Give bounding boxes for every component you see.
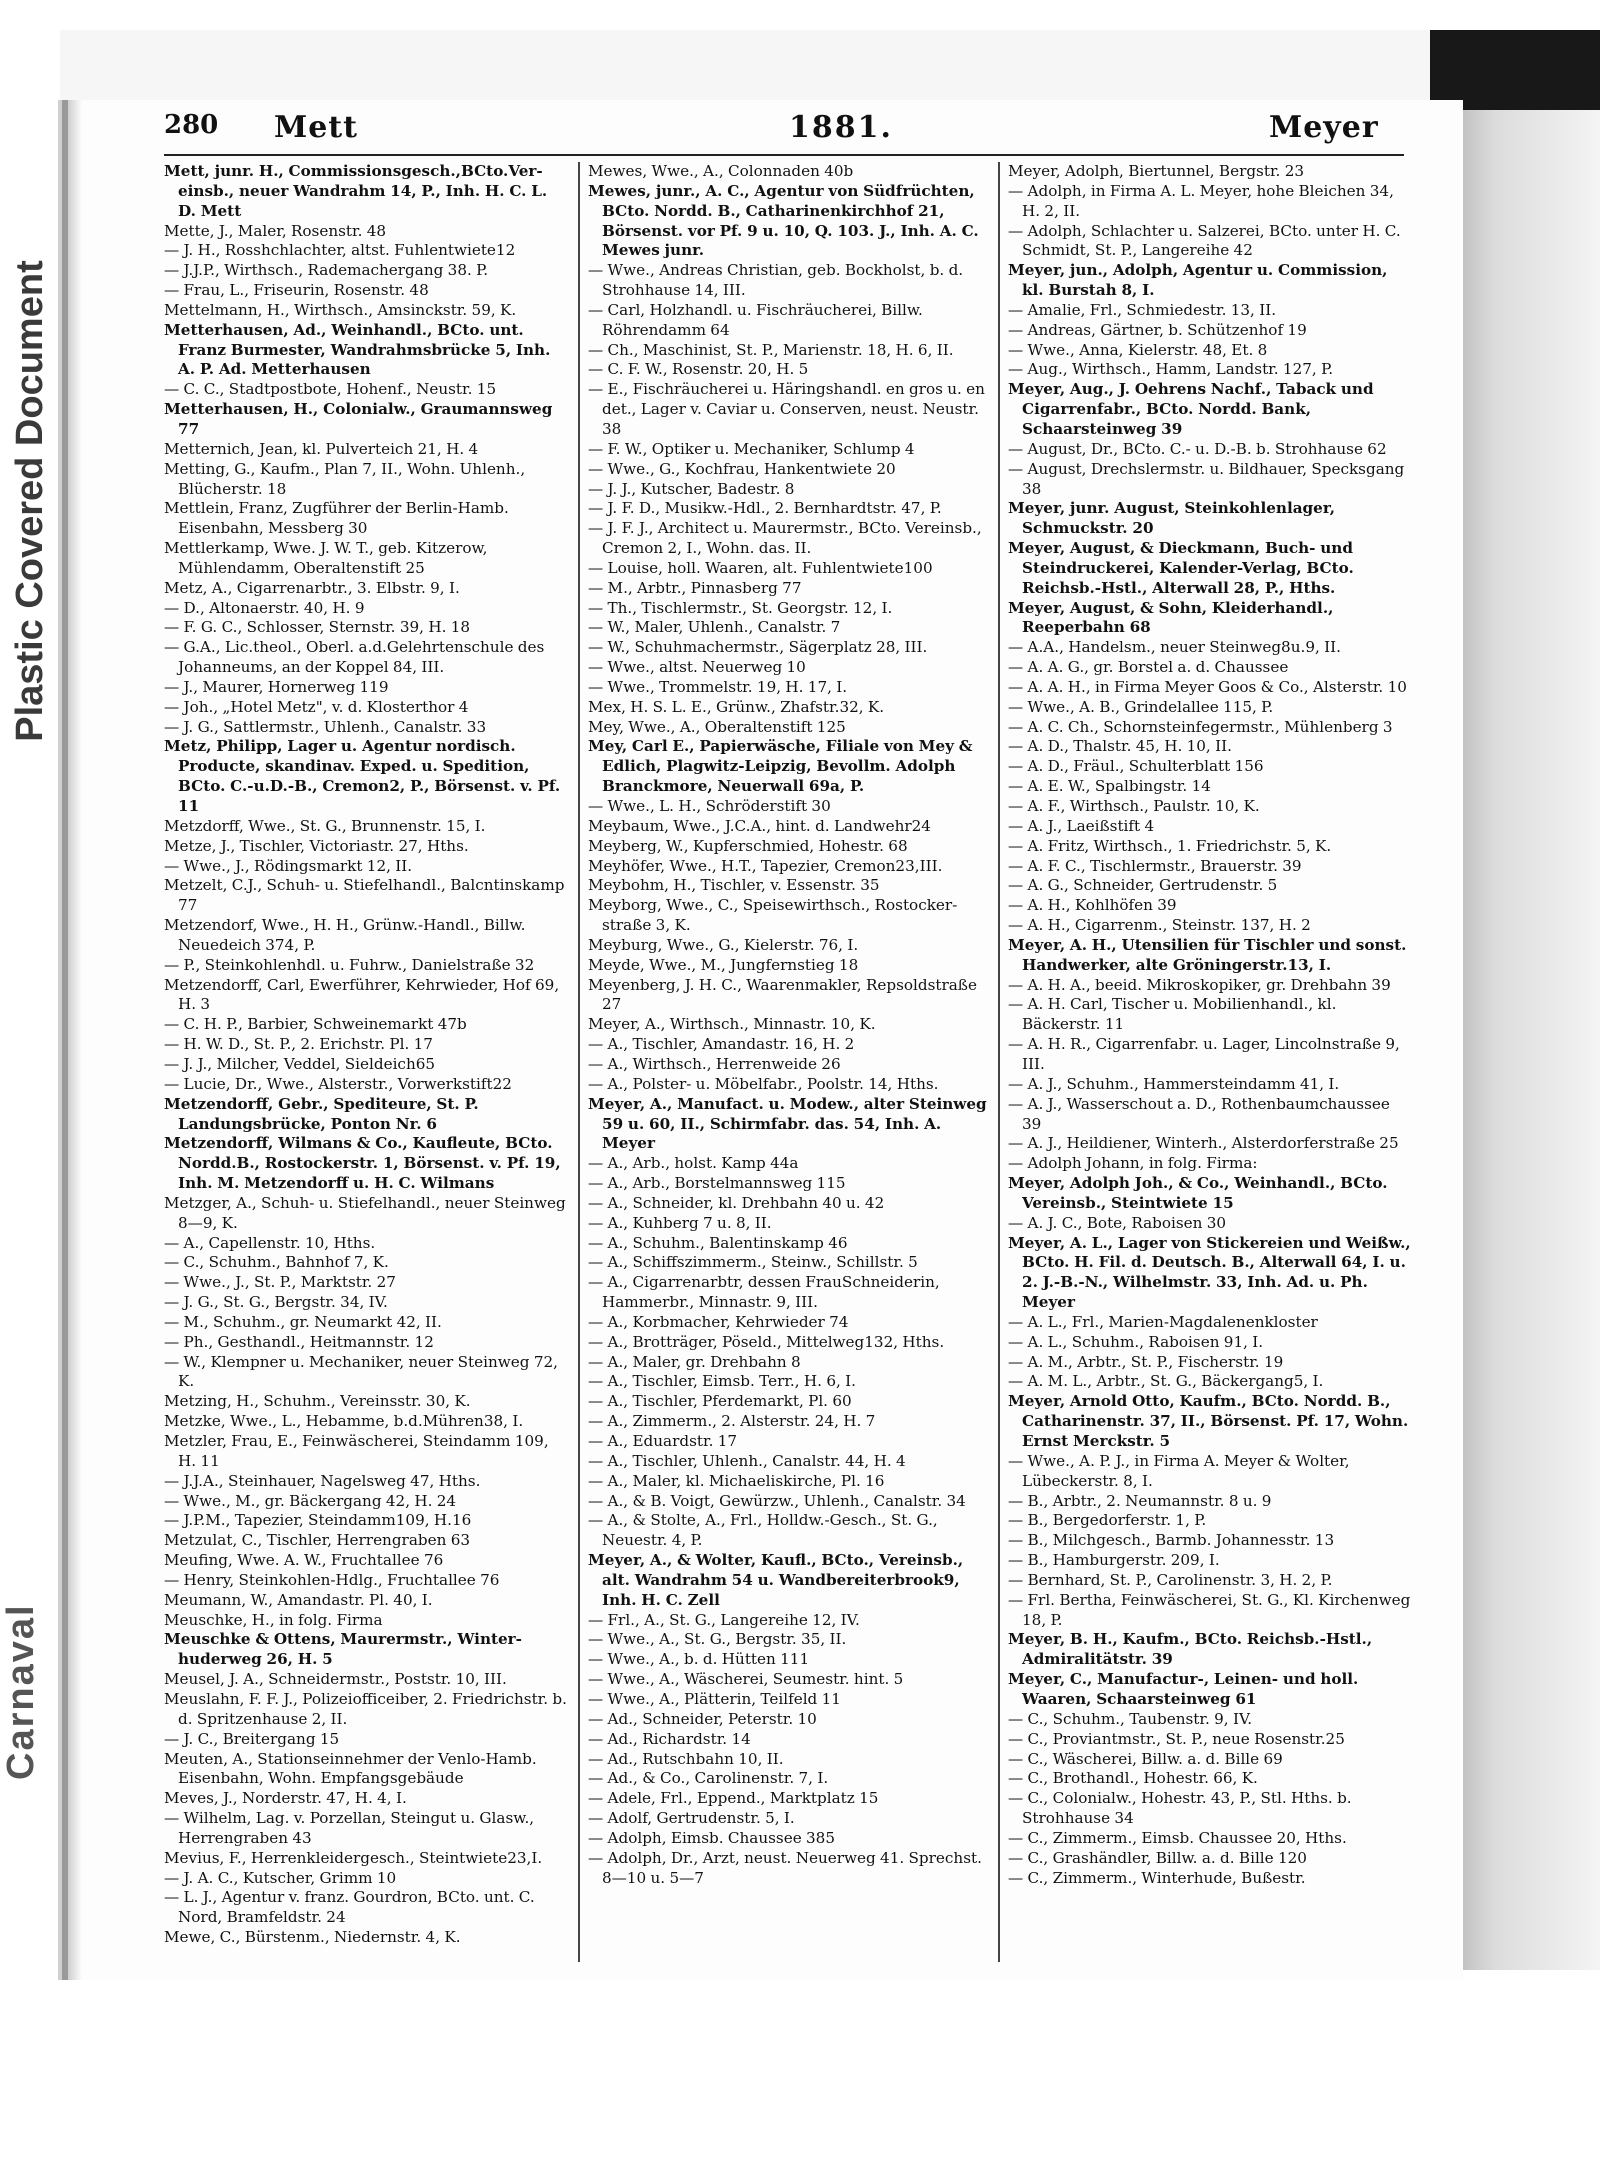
directory-entry: Mewes, Wwe., A., Colonnaden 40b xyxy=(588,162,854,180)
directory-entry: — A., Tischler, Eimsb. Terr., H. 6, I. xyxy=(588,1372,856,1391)
directory-entry: — A., Arb., Borstelmannsweg 115 xyxy=(588,1174,846,1193)
directory-entry: — J. F. D., Musikw.-Hdl., 2. Bernhardtstr. 47, P. xyxy=(588,499,942,518)
directory-entry: — A., Tischler, Uhlenh., Canalstr. 44, H. 4 xyxy=(588,1451,906,1470)
directory-entry: — F. G. C., Schlosser, Sternstr. 39, H. 18 xyxy=(164,618,471,637)
directory-entry: Meyer, A. L., Lager von Stickereien und Weißw., BCto. H. Fil. d. Deutsch. B., Alterwall 64, I. u. 2. J.-B.-N., Wilhelmstr. 33, Inh. Ad. u. Ph. Meyer xyxy=(1008,1233,1411,1312)
directory-entry: — J. A. C., Kutscher, Grimm 10 xyxy=(164,1868,397,1887)
directory-entry: — A. D., Fräul., Schulterblatt 156 xyxy=(1008,757,1264,776)
directory-entry: — C., Grashändler, Billw. a. d. Bille 120 xyxy=(1008,1848,1307,1867)
directory-entry: — Frl. Bertha, Feinwäscherei, St. G., Kl. Kirchenweg 18, P. xyxy=(1008,1590,1411,1629)
directory-entry: — A. J., Schuhm., Hammersteindamm 41, I. xyxy=(1008,1074,1340,1093)
directory-entry: — Wwe., A. B., Grindelallee 115, P. xyxy=(1008,697,1274,716)
directory-entry: Meyer, August, & Dieckmann, Buch- und Steindruckerei, Kalender-Verlag, BCto. Reichsb.-Hstl., Alterwall 28, P., Hths. xyxy=(1008,539,1354,597)
directory-entry: — A., Tischler, Amandastr. 16, H. 2 xyxy=(588,1035,855,1054)
directory-entry: — Wwe., A., Wäscherei, Seumestr. hint. 5 xyxy=(588,1670,904,1689)
directory-entry: — E., Fischräucherei u. Häringshandl. en gros u. en det., Lager v. Caviar u. Conserven, neust. Neustr. 38 xyxy=(588,380,985,438)
directory-entry: Meybaum, Wwe., J.C.A., hint. d. Landwehr24 xyxy=(588,816,931,835)
directory-entry: Meuschke & Ottens, Maurermstr., Winterhuderweg 26, H. 5 xyxy=(164,1630,522,1669)
directory-entry: — B., Milchgesch., Barmb. Johannesstr. 13 xyxy=(1008,1531,1335,1550)
directory-entry: Mevius, F., Herrenkleidergesch., Steintwiete23,I. xyxy=(164,1848,543,1867)
directory-entry: — A. Fritz, Wirthsch., 1. Friedrichstr. 5, K. xyxy=(1008,836,1332,855)
directory-entry: Meyer, Adolph Joh., & Co., Weinhandl., BCto. Vereinsb., Steintwiete 15 xyxy=(1008,1174,1388,1212)
directory-entry: — Wwe., M., gr. Bäckergang 42, H. 24 xyxy=(164,1491,457,1510)
directory-entry: — A. M. L., Arbtr., St. G., Bäckergang5, I. xyxy=(1008,1372,1324,1391)
directory-entry: — A. D., Thalstr. 45, H. 10, II. xyxy=(1008,737,1232,756)
directory-entry: — A. C. Ch., Schornsteinfegermstr., Mühlenberg 3 xyxy=(1008,717,1393,736)
directory-entry: Metzing, H., Schuhm., Vereinsstr. 30, K. xyxy=(164,1392,471,1411)
column-2 xyxy=(588,162,993,1888)
directory-entry: Meyburg, Wwe., G., Kielerstr. 76, I. xyxy=(588,935,859,954)
directory-entry: — A. G., Schneider, Gertrudenstr. 5 xyxy=(1008,876,1278,895)
column-divider xyxy=(998,162,1000,1962)
directory-entry: — P., Steinkohlenhdl. u. Fuhrw., Danielstraße 32 xyxy=(164,955,535,974)
directory-entry: Meyer, A. H., Utensilien für Tischler und sonst. Handwerker, alte Gröningerstr.13, I. xyxy=(1008,935,1407,974)
directory-entry: — Henry, Steinkohlen-Hdlg., Fruchtallee 76 xyxy=(164,1570,500,1589)
directory-entry: — A. J., Wasserschout a. D., Rothenbaumchaussee 39 xyxy=(1008,1094,1390,1133)
directory-entry: — A. F., Wirthsch., Paulstr. 10, K. xyxy=(1008,797,1260,815)
directory-entry: Metternich, Jean, kl. Pulverteich 21, H. 4 xyxy=(164,439,479,458)
directory-entry: — Adolph, Eimsb. Chaussee 385 xyxy=(588,1828,835,1847)
directory-entry: Meves, J., Norderstr. 47, H. 4, I. xyxy=(164,1789,407,1808)
directory-entry: — A. E. W., Spalbingstr. 14 xyxy=(1008,777,1211,796)
directory-entry: — Wwe., G., Kochfrau, Hankentwiete 20 xyxy=(588,459,896,478)
directory-entry: — W., Schuhmachermstr., Sägerplatz 28, III. xyxy=(588,638,928,657)
directory-entry: — C. H. P., Barbier, Schweinemarkt 47b xyxy=(164,1015,467,1034)
directory-entry: Meyer, August, & Sohn, Kleiderhandl., Reeperbahn 68 xyxy=(1008,598,1334,637)
directory-entry: Meumann, W., Amandastr. Pl. 40, I. xyxy=(164,1590,433,1609)
directory-entry: — Lucie, Dr., Wwe., Alsterstr., Vorwerkstift22 xyxy=(164,1074,512,1093)
directory-entry: — C., Brothandl., Hohestr. 66, K. xyxy=(1008,1769,1258,1788)
directory-entry: Meufing, Wwe. A. W., Fruchtallee 76 xyxy=(164,1551,444,1570)
directory-entry: Meyer, Arnold Otto, Kaufm., BCto. Nordd. B., Catharinenstr. 37, II., Börsenst. Pf. 17, Wohn. Ernst Merckstr. 5 xyxy=(1008,1392,1409,1450)
directory-entry: — Amalie, Frl., Schmiedestr. 13, II. xyxy=(1008,300,1277,319)
directory-entry: Metting, G., Kaufm., Plan 7, II., Wohn. Uhlenh., Blücherstr. 18 xyxy=(164,459,526,498)
directory-entry: — Bernhard, St. P., Carolinenstr. 3, H. 2, P. xyxy=(1008,1570,1333,1589)
directory-entry: Metzler, Frau, E., Feinwäscherei, Steindamm 109, H. 11 xyxy=(164,1432,549,1470)
directory-entry: Meyer, B. H., Kaufm., BCto. Reichsb.-Hstl., Admiralitätstr. 39 xyxy=(1008,1630,1373,1669)
directory-entry: — Ad., Rutschbahn 10, II. xyxy=(588,1749,784,1768)
directory-entry: Mey, Carl E., Papierwäsche, Filiale von Mey & Edlich, Plagwitz-Leipzig, Bevollm. Adolph Branckmore, Neuerwall 69a, P. xyxy=(588,737,973,796)
directory-entry: Metzdorff, Wwe., St. G., Brunnenstr. 15, I. xyxy=(164,816,486,835)
directory-entry: Meyberg, W., Kupferschmied, Hohestr. 68 xyxy=(588,836,908,855)
directory-entry: — Ch., Maschinist, St. P., Marienstr. 18, H. 6, II. xyxy=(588,340,954,359)
directory-entry: — A. F. C., Tischlermstr., Brauerstr. 39 xyxy=(1008,856,1302,875)
header-year: 1881. xyxy=(789,110,893,145)
directory-entry: — A. H., Kohlhöfen 39 xyxy=(1008,896,1177,915)
column-1 xyxy=(164,162,569,1948)
directory-entry: — A., Tischler, Pferdemarkt, Pl. 60 xyxy=(588,1392,852,1411)
directory-entry: Mex, H. S. L. E., Grünw., Zhafstr.32, K. xyxy=(588,697,885,716)
directory-entry: Mettelmann, H., Wirthsch., Amsinckstr. 59, K. xyxy=(164,300,517,319)
directory-entry: — A. A. G., gr. Borstel a. d. Chaussee xyxy=(1008,658,1289,677)
column-3 xyxy=(1008,162,1413,1888)
directory-entry: Meyer, Adolph, Biertunnel, Bergstr. 23 xyxy=(1008,162,1305,180)
directory-entry: Meyer, A., & Wolter, Kaufl., BCto., Vereinsb., alt. Wandrahm 54 u. Wandbereiterbrook9, Inh. H. C. Zell xyxy=(588,1551,964,1609)
directory-entry: — J.J.P., Wirthsch., Rademachergang 38. P. xyxy=(164,261,489,280)
directory-entry: — Wwe., A., Plätterin, Teilfeld 11 xyxy=(588,1689,841,1708)
directory-entry: Meyer, jun., Adolph, Agentur u. Commission, kl. Burstah 8, I. xyxy=(1008,261,1388,300)
directory-entry: — D., Altonaerstr. 40, H. 9 xyxy=(164,598,365,617)
header-right-keyword: Meyer xyxy=(1269,110,1379,145)
directory-entry: Meyer, A., Wirthsch., Minnastr. 10, K. xyxy=(588,1015,876,1034)
directory-entry: Mewes, junr., A. C., Agentur von Südfrüchten, BCto. Nordd. B., Catharinenkirchhof 21, Börsenst. vor Pf. 9 u. 10, Q. 103. J., Inh. A. C. Mewes junr. xyxy=(588,181,979,260)
directory-entry: — A., Zimmerm., 2. Alsterstr. 24, H. 7 xyxy=(588,1412,876,1431)
directory-entry: — Carl, Holzhandl. u. Fischräucherei, Billw. Röhrendamm 64 xyxy=(588,300,923,339)
directory-entry: — A. H., Cigarrenm., Steinstr. 137, H. 2 xyxy=(1008,916,1311,935)
directory-entry: Mettlerkamp, Wwe. J. W. T., geb. Kitzerow, Mühlendamm, Oberaltenstift 25 xyxy=(164,539,488,577)
directory-entry: — Louise, holl. Waaren, alt. Fuhlentwiete100 xyxy=(588,558,933,577)
directory-entry: Mettlein, Franz, Zugführer der Berlin-Hamb. Eisenbahn, Messberg 30 xyxy=(164,499,509,538)
directory-entry: — August, Dr., BCto. C.- u. D.-B. b. Strohhause 62 xyxy=(1008,439,1387,458)
directory-entry: — Ad., Richardstr. 14 xyxy=(588,1729,751,1748)
directory-entry: Mey, Wwe., A., Oberaltenstift 125 xyxy=(588,717,846,736)
directory-entry: Metzger, A., Schuh- u. Stiefelhandl., neuer Steinweg 8—9, K. xyxy=(164,1193,566,1232)
directory-entry: — Adolph, in Firma A. L. Meyer, hohe Bleichen 34, H. 2, II. xyxy=(1008,181,1394,220)
directory-entry: — C. F. W., Rosenstr. 20, H. 5 xyxy=(588,360,809,379)
directory-entry: — J.J.A., Steinhauer, Nagelsweg 47, Hths. xyxy=(164,1471,481,1490)
directory-entry: — J. G., St. G., Bergstr. 34, IV. xyxy=(164,1293,388,1312)
directory-entry: — Wwe., A., b. d. Hütten 111 xyxy=(588,1650,810,1669)
directory-entry: — A. J., Heildiener, Winterh., Alsterdorferstraße 25 xyxy=(1008,1134,1399,1153)
directory-entry: — C., Schuhm., Bahnhof 7, K. xyxy=(164,1253,389,1272)
directory-entry: — A., Schiffszimmerm., Steinw., Schillstr. 5 xyxy=(588,1253,918,1272)
directory-entry: Meuschke, H., in folg. Firma xyxy=(164,1610,383,1629)
directory-entry: Mett, junr. H., Commissionsgesch.,BCto.Vereinsb., neuer Wandrahm 14, P., Inh. H. C. L. D. Mett xyxy=(164,162,548,220)
directory-entry: — C., Zimmerm., Winterhude, Bußestr. xyxy=(1008,1868,1306,1887)
directory-entry: — C., Wäscherei, Billw. a. d. Bille 69 xyxy=(1008,1749,1283,1768)
directory-entry: — A., & B. Voigt, Gewürzw., Uhlenh., Canalstr. 34 xyxy=(588,1491,966,1510)
directory-entry: Meyer, A., Manufact. u. Modew., alter Steinweg 59 u. 60, II., Schirmfabr. das. 54, Inh. A. Meyer xyxy=(588,1094,987,1153)
directory-entry: — A., & Stolte, A., Frl., Holldw.-Gesch., St. G., Neuestr. 4, P. xyxy=(588,1511,938,1550)
directory-entry: — A. A. H., in Firma Meyer Goos & Co., Alsterstr. 10 xyxy=(1008,677,1407,696)
directory-entry: — W., Maler, Uhlenh., Canalstr. 7 xyxy=(588,618,841,637)
directory-entry: — A., Kuhberg 7 u. 8, II. xyxy=(588,1213,772,1232)
directory-entry: — A. J., Laeißstift 4 xyxy=(1008,816,1155,835)
directory-entry: — Ad., Schneider, Peterstr. 10 xyxy=(588,1709,817,1728)
page-binding-shade xyxy=(68,100,82,1980)
directory-entry: Metz, Philipp, Lager u. Agentur nordisch. Producte, skandinav. Exped. u. Spedition, BCto. C.-u.D.-B., Cremon2, P., Börsenst. v. Pf. 11 xyxy=(164,737,561,815)
directory-entry: Metz, A., Cigarrenarbtr., 3. Elbstr. 9, I. xyxy=(164,578,460,597)
directory-entry: Meuslahn, F. F. J., Polizeiofficeiber, 2. Friedrichstr. b. d. Spritzenhause 2, II. xyxy=(164,1689,567,1728)
directory-entry: — B., Hamburgerstr. 209, I. xyxy=(1008,1551,1220,1570)
directory-entry: Meyenberg, J. H. C., Waarenmakler, Repsoldstraße 27 xyxy=(588,975,977,1014)
directory-entry: Metzelt, C.J., Schuh- u. Stiefelhandl., Balcntinskamp 77 xyxy=(164,876,565,915)
directory-entry: — Wwe., altst. Neuerweg 10 xyxy=(588,658,806,677)
directory-entry: — Ph., Gesthandl., Heitmannstr. 12 xyxy=(164,1332,434,1351)
directory-entry: Meyer, junr. August, Steinkohlenlager, Schmuckstr. 20 xyxy=(1008,499,1336,538)
scan-right-margin xyxy=(1450,110,1600,1970)
directory-entry: — Adolph Johann, in folg. Firma: xyxy=(1008,1154,1258,1173)
directory-entry: — Wwe., Anna, Kielerstr. 48, Et. 8 xyxy=(1008,340,1268,359)
directory-entry: Meusel, J. A., Schneidermstr., Poststr. 10, III. xyxy=(164,1670,507,1689)
directory-entry: — Wilhelm, Lag. v. Porzellan, Steingut u. Glasw., Herrengraben 43 xyxy=(164,1809,535,1847)
directory-entry: — Adolph, Schlachter u. Salzerei, BCto. unter H. C. Schmidt, St. P., Langereihe 42 xyxy=(1008,221,1401,260)
side-label-secondary: Carnaval xyxy=(0,1603,42,1780)
directory-entry: — Wwe., A., St. G., Bergstr. 35, II. xyxy=(588,1630,847,1649)
directory-entry: — Wwe., Andreas Christian, geb. Bockholst, b. d. Strohhause 14, III. xyxy=(588,261,964,300)
directory-entry: — Aug., Wirthsch., Hamm, Landstr. 127, P. xyxy=(1008,360,1334,379)
directory-entry: — Wwe., J., St. P., Marktstr. 27 xyxy=(164,1273,396,1292)
directory-entry: — J. C., Breitergang 15 xyxy=(164,1729,340,1748)
directory-entry: Meyer, C., Manufactur-, Leinen- und holl. Waaren, Schaarsteinweg 61 xyxy=(1008,1670,1359,1708)
directory-entry: — A. L., Frl., Marien-Magdalenenkloster xyxy=(1008,1312,1318,1331)
directory-entry: Metzendorff, Wilmans & Co., Kaufleute, BCto. Nordd.B., Rostockerstr. 1, Börsenst. v. Pf. 19, Inh. M. Metzendorff u. H. C. Wilmans xyxy=(164,1134,561,1193)
page-number: 280 xyxy=(164,110,219,140)
directory-entry: — A. M., Arbtr., St. P., Fischerstr. 19 xyxy=(1008,1352,1284,1371)
directory-entry: — W., Klempner u. Mechaniker, neuer Steinweg 72, K. xyxy=(164,1352,558,1391)
directory-entry: — A., Polster- u. Möbelfabr., Poolstr. 14, Hths. xyxy=(588,1074,939,1093)
side-label: Plastic Covered Document xyxy=(9,260,51,742)
directory-entry: — A., Schuhm., Balentinskamp 46 xyxy=(588,1233,848,1252)
directory-entry: — Andreas, Gärtner, b. Schützenhof 19 xyxy=(1008,320,1307,339)
directory-entry: — B., Bergedorferstr. 1, P. xyxy=(1008,1511,1207,1530)
directory-entry: — A. H. A., beeid. Mikroskopiker, gr. Drehbahn 39 xyxy=(1008,975,1391,994)
directory-entry: — C., Colonialw., Hohestr. 43, P., Stl. Hths. b. Strohhause 34 xyxy=(1008,1789,1352,1828)
directory-entry: Metzendorf, Wwe., H. H., Grünw.-Handl., Billw. Neuedeich 374, P. xyxy=(164,916,526,954)
directory-entry: — Wwe., A. P. J., in Firma A. Meyer & Wolter, Lübeckerstr. 8, I. xyxy=(1008,1451,1350,1490)
directory-entry: — A.A., Handelsm., neuer Steinweg8u.9, II. xyxy=(1008,638,1341,657)
directory-entry: — A., Capellenstr. 10, Hths. xyxy=(164,1233,376,1252)
directory-entry: — C. C., Stadtpostbote, Hohenf., Neustr. 15 xyxy=(164,380,497,399)
directory-entry: — J. J., Kutscher, Badestr. 8 xyxy=(588,479,795,498)
directory-entry: — A., Eduardstr. 17 xyxy=(588,1432,738,1450)
directory-entry: Meyer, Aug., J. Oehrens Nachf., Taback und Cigarrenfabr., BCto. Nordd. Bank, Schaarsteinweg 39 xyxy=(1008,380,1374,438)
directory-entry: — A. H. R., Cigarrenfabr. u. Lager, Lincolnstraße 9, III. xyxy=(1008,1035,1400,1073)
directory-entry: Meyhöfer, Wwe., H.T., Tapezier, Cremon23,III. xyxy=(588,856,943,875)
directory-entry: Meybohm, H., Tischler, v. Essenstr. 35 xyxy=(588,876,880,895)
directory-page xyxy=(62,100,1463,1980)
header-rule xyxy=(164,154,1404,156)
directory-entry: — A., Maler, kl. Michaeliskirche, Pl. 16 xyxy=(588,1471,885,1490)
directory-entry: — A., Cigarrenarbtr, dessen FrauSchneiderin, Hammerbr., Minnastr. 9, III. xyxy=(588,1273,940,1312)
directory-entry: — J., Maurer, Hornerweg 119 xyxy=(164,677,389,696)
directory-entry: — C., Zimmerm., Eimsb. Chaussee 20, Hths. xyxy=(1008,1828,1347,1847)
directory-entry: — August, Drechslermstr. u. Bildhauer, Specksgang 38 xyxy=(1008,459,1405,498)
directory-entry: — J. J., Milcher, Veddel, Sieldeich65 xyxy=(164,1054,436,1073)
directory-entry: Meuten, A., Stationseinnehmer der Venlo-Hamb. Eisenbahn, Wohn. Empfangsgebäude xyxy=(164,1749,537,1788)
directory-entry: Metzendorff, Gebr., Spediteure, St. P. Landungsbrücke, Ponton Nr. 6 xyxy=(164,1094,479,1133)
directory-entry: — B., Arbtr., 2. Neumannstr. 8 u. 9 xyxy=(1008,1491,1272,1510)
column-divider xyxy=(578,162,580,1962)
directory-entry: Metterhausen, H., Colonialw., Graumannsweg 77 xyxy=(164,400,553,438)
directory-entry: — A. L., Schuhm., Raboisen 91, I. xyxy=(1008,1332,1264,1351)
directory-entry: — J.P.M., Tapezier, Steindamm109, H.16 xyxy=(164,1511,472,1530)
directory-entry: — L. J., Agentur v. franz. Gourdron, BCto. unt. C. Nord, Bramfeldstr. 24 xyxy=(164,1888,535,1927)
directory-entry: Metzke, Wwe., L., Hebamme, b.d.Mühren38, I. xyxy=(164,1412,524,1431)
directory-entry: Meyborg, Wwe., C., Speisewirthsch., Rostockerstraße 3, K. xyxy=(588,896,958,935)
directory-entry: — J. G., Sattlermstr., Uhlenh., Canalstr. 33 xyxy=(164,717,487,736)
directory-entry: — A., Schneider, kl. Drehbahn 40 u. 42 xyxy=(588,1193,885,1212)
directory-entry: — C., Schuhm., Taubenstr. 9, IV. xyxy=(1008,1709,1253,1728)
directory-entry: — A., Maler, gr. Drehbahn 8 xyxy=(588,1352,801,1371)
directory-entry: — Frau, L., Friseurin, Rosenstr. 48 xyxy=(164,281,429,300)
directory-entry: — M., Arbtr., Pinnasberg 77 xyxy=(588,578,802,597)
directory-entry: — A., Arb., holst. Kamp 44a xyxy=(588,1154,799,1173)
page-header xyxy=(164,110,1404,156)
directory-entry: — M., Schuhm., gr. Neumarkt 42, II. xyxy=(164,1312,442,1331)
directory-entry: Metzulat, C., Tischler, Herrengraben 63 xyxy=(164,1531,471,1550)
directory-entry: Metterhausen, Ad., Weinhandl., BCto. unt. Franz Burmester, Wandrahmsbrücke 5, Inh. A. P. Ad. Metterhausen xyxy=(164,320,551,379)
directory-entry: — H. W. D., St. P., 2. Erichstr. Pl. 17 xyxy=(164,1035,433,1054)
directory-entry: — G.A., Lic.theol., Oberl. a.d.Gelehrtenschule des Johanneums, an der Koppel 84, III. xyxy=(164,638,545,677)
directory-entry: — Adolph, Dr., Arzt, neust. Neuerweg 41. Sprechst. 8—10 u. 5—7 xyxy=(588,1848,982,1887)
directory-entry: — A., Korbmacher, Kehrwieder 74 xyxy=(588,1312,849,1331)
directory-entry: Mewe, C., Bürstenm., Niedernstr. 4, K. xyxy=(164,1928,461,1947)
directory-entry: — Adele, Frl., Eppend., Marktplatz 15 xyxy=(588,1789,879,1808)
directory-entry: — A. J. C., Bote, Raboisen 30 xyxy=(1008,1213,1227,1232)
directory-entry: — J. H., Rosshchlachter, altst. Fuhlentwiete12 xyxy=(164,241,516,260)
directory-entry: — Ad., & Co., Carolinenstr. 7, I. xyxy=(588,1769,829,1788)
directory-entry: Mette, J., Maler, Rosenstr. 48 xyxy=(164,221,387,240)
directory-entry: Metzendorff, Carl, Ewerführer, Kehrwieder, Hof 69, H. 3 xyxy=(164,975,560,1014)
directory-entry: — Wwe., L. H., Schröderstift 30 xyxy=(588,797,831,815)
header-left-keyword: Mett xyxy=(274,110,359,145)
directory-entry: — A., Brotträger, Pöseld., Mittelweg132, Hths. xyxy=(588,1332,945,1351)
directory-entry: — Th., Tischlermstr., St. Georgstr. 12, I. xyxy=(588,598,893,617)
directory-entry: — Joh., „Hotel Metz", v. d. Klosterthor 4 xyxy=(164,697,469,716)
directory-entry: — C., Proviantmstr., St. P., neue Rosenstr.25 xyxy=(1008,1729,1345,1748)
directory-entry: — A. H. Carl, Tischer u. Mobilienhandl., kl. Bäckerstr. 11 xyxy=(1008,995,1337,1034)
directory-entry: Meyde, Wwe., M., Jungfernstieg 18 xyxy=(588,955,859,974)
directory-entry: — Wwe., Trommelstr. 19, H. 17, I. xyxy=(588,677,848,696)
directory-entry: — J. F. J., Architect u. Maurermstr., BCto. Vereinsb., Cremon 2, I., Wohn. das. II. xyxy=(588,519,982,558)
directory-entry: Metze, J., Tischler, Victoriastr. 27, Hths. xyxy=(164,836,469,855)
directory-entry: — Wwe., J., Rödingsmarkt 12, II. xyxy=(164,856,413,875)
directory-entry: — A., Wirthsch., Herrenweide 26 xyxy=(588,1054,841,1073)
directory-entry: — F. W., Optiker u. Mechaniker, Schlump 4 xyxy=(588,439,915,458)
page-top-shadow xyxy=(60,30,1480,100)
directory-entry: — Frl., A., St. G., Langereihe 12, IV. xyxy=(588,1610,860,1629)
directory-entry: — Adolf, Gertrudenstr. 5, I. xyxy=(588,1809,795,1828)
